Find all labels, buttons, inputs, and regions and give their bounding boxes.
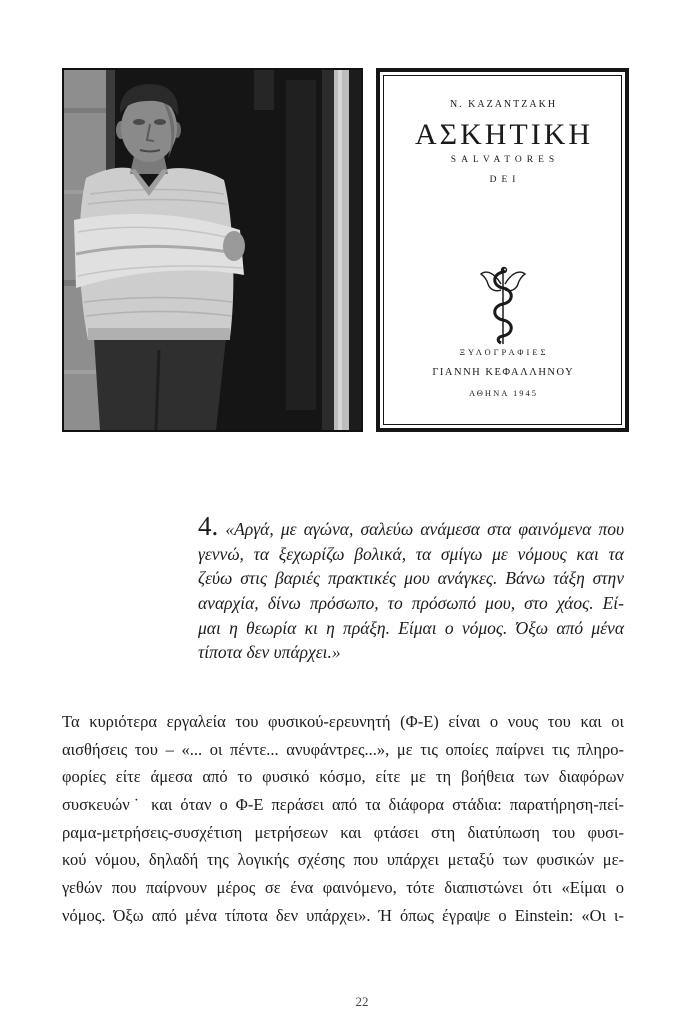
cover-imprint: ΑΘΗΝΑ 1945	[469, 388, 538, 398]
cover-author: Ν. ΚΑΖΑΝΤΖΑΚΗ	[449, 99, 558, 110]
body-line: κού νόμου, δηλαδή της λογικής σχέσης που υπάρχει μεταξύ των φυσικών με-	[62, 850, 624, 870]
body-line: αισθήσεις του – «... οι πέντε... ανυφάντρες...», με τις οποίες παίρνει τις πληρο-	[62, 739, 624, 759]
quote-line	[198, 511, 625, 542]
quote-line: γεννώ, τα ξεχωρίζω βολικά, τα σμίγω με νόμους και τα	[198, 543, 624, 564]
cover-title: ΑΣΚΗΤΙΚΗ	[414, 118, 594, 151]
portrait-image	[64, 70, 361, 430]
numbered-quote	[198, 511, 625, 665]
quote-number: 4.	[198, 511, 219, 541]
page-number: 22	[355, 994, 369, 1009]
cover-illustrations-label: ΞΥΛΟΓΡΑΦΙΕΣ	[459, 347, 549, 357]
body-line: Τα κυριότερα εργαλεία του φυσικού-ερευνητή (Φ-Ε) είναι ο νους του και οι	[62, 712, 624, 731]
cover-illustrator: ΓΙΑΝΝΗ ΚΕΦΑΛΛΗΝΟΥ	[432, 367, 575, 378]
cover-subtitle-line-2: DEI	[489, 175, 521, 185]
quote-line: αναρχία, δίνω πρόσωπο, το πρόσωπό μου, στο χάος. Εί-	[198, 593, 624, 614]
serpent-staff-icon	[380, 262, 625, 346]
quote-line: μαι η θεωρία κι η πράξη. Είμαι ο νόμος. Όξω από μένα	[198, 617, 624, 638]
body-line: φορίες είτε άμεσα από το φυσικό κόσμο, είτε με τη βοήθεια των διαφόρων	[62, 767, 624, 787]
body-line: γεθών που παίρνουν μέρος σε ένα φαινόμενο, τότε διαπιστώνει ότι «Είμαι ο	[62, 878, 624, 898]
book-cover	[376, 68, 629, 432]
quote-line: τίποτα δεν υπάρχει.»	[198, 642, 341, 663]
quote-line-text: «Αργά, με αγώνα, σαλεύω ανάμεσα στα φαινόμενα που	[225, 519, 625, 539]
body-line: συσκευών˙ και όταν ο Φ-Ε περάσει από τα διάφορα στάδια: παρατήρηση-πεί-	[62, 795, 624, 815]
cover-subtitle-line-1: SALVATORES	[450, 155, 560, 165]
author-portrait-photo	[62, 68, 363, 432]
body-line: νόμος. Όξω από μένα τίποτα δεν υπάρχει». Ή όπως έγραψε ο Einstein: «Οι ι-	[62, 905, 624, 925]
quote-line: ζεύω στις βαριές πρακτικές μου ανάγκες. Βάνω τάξη στην	[198, 568, 624, 589]
body-line: ραμα-μετρήσεις-συσχέτιση μετρήσεων και φτάσει στη διατύπωση του φυσι-	[62, 822, 624, 842]
body-paragraph	[62, 708, 624, 930]
